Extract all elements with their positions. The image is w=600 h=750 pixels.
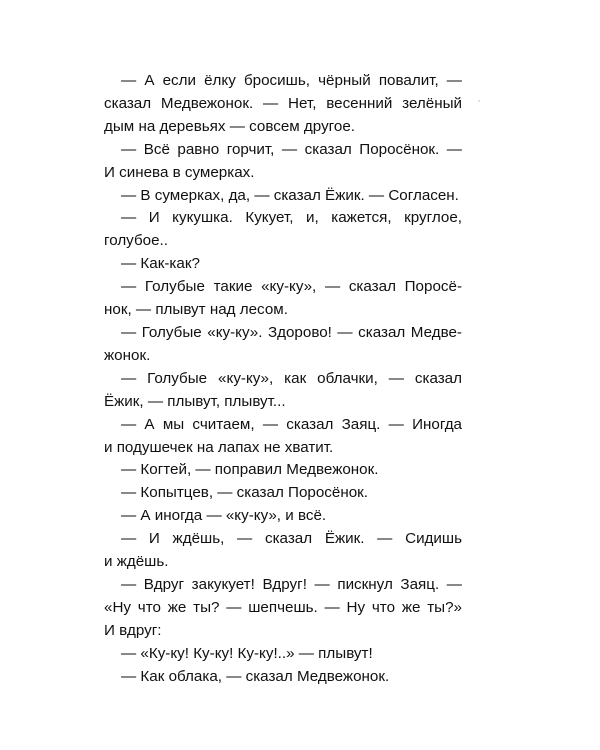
text-line: — В сумерках, да, — сказал Ёжик. — Согласен.: [121, 186, 459, 204]
text-line: — Вдруг закукует! Вдруг! — пискнул Заяц. —: [121, 575, 462, 593]
text-line: — Когтей, — поправил Медвежонок.: [121, 461, 379, 479]
text-line: И синева в сумерках.: [104, 163, 255, 181]
text-line: — Голубые такие «ку-ку», — сказал Поросё-: [121, 278, 462, 296]
paragraph: [87, 207, 462, 253]
text-line: жонок.: [104, 346, 151, 364]
text-line: — А мы считаем, — сказал Заяц. — Иногда: [121, 415, 462, 433]
text-line: — Как облака, — сказал Медвежонок.: [121, 667, 390, 685]
paragraph: [87, 528, 462, 574]
paragraph: [87, 643, 462, 666]
text-line: сказал Медвежонок. — Нет, весенний зелёный: [104, 94, 462, 112]
text-line: и ждёшь.: [104, 553, 169, 571]
text-line: — Копытцев, — сказал Поросёнок.: [121, 484, 369, 502]
paragraph: [87, 574, 462, 643]
text-line: И вдруг:: [104, 621, 162, 639]
text-line: — Голубые «ку-ку». Здорово! — сказал Медве-: [121, 323, 462, 341]
text-line: — «Ку-ку! Ку-ку! Ку-ку!..» — плывут!: [121, 644, 373, 662]
paragraph: [87, 505, 462, 528]
book-page-text: [87, 70, 462, 688]
text-line: — И кукушка. Кукует, и, кажется, круглое,: [121, 209, 462, 227]
text-line: — А если ёлку бросишь, чёрный повалит, —: [121, 72, 462, 89]
text-line: нок, — плывут над лесом.: [104, 301, 288, 319]
text-line: Ёжик, — плывут, плывут...: [104, 392, 286, 410]
paragraph: [87, 253, 462, 276]
text-line: — Всё равно горчит, — сказал Поросёнок. —: [121, 140, 462, 158]
paragraph: [87, 70, 462, 139]
text-line: — А иногда — «ку-ку», и всё.: [121, 507, 327, 525]
paragraph: [87, 322, 462, 368]
text-line: — Как-как?: [121, 255, 200, 273]
paragraph: [87, 276, 462, 322]
text-line: дым на деревьях — совсем другое.: [104, 117, 355, 135]
page-speck: [478, 100, 480, 102]
text-line: и подушечек на лапах не хватит.: [104, 438, 334, 456]
text-line: голубое..: [104, 232, 168, 250]
paragraph: [87, 414, 462, 460]
paragraph: [87, 139, 462, 185]
paragraph: [87, 459, 462, 482]
paragraph: [87, 666, 462, 689]
text-line: — Голубые «ку-ку», как облачки, — сказал: [121, 369, 462, 387]
paragraph: [87, 368, 462, 414]
paragraph: [87, 185, 462, 208]
text-line: «Ну что же ты? — шепчешь. — Ну что же ты?»: [104, 598, 462, 616]
paragraph: [87, 482, 462, 505]
text-line: — И ждёшь, — сказал Ёжик. — Сидишь: [121, 530, 462, 548]
